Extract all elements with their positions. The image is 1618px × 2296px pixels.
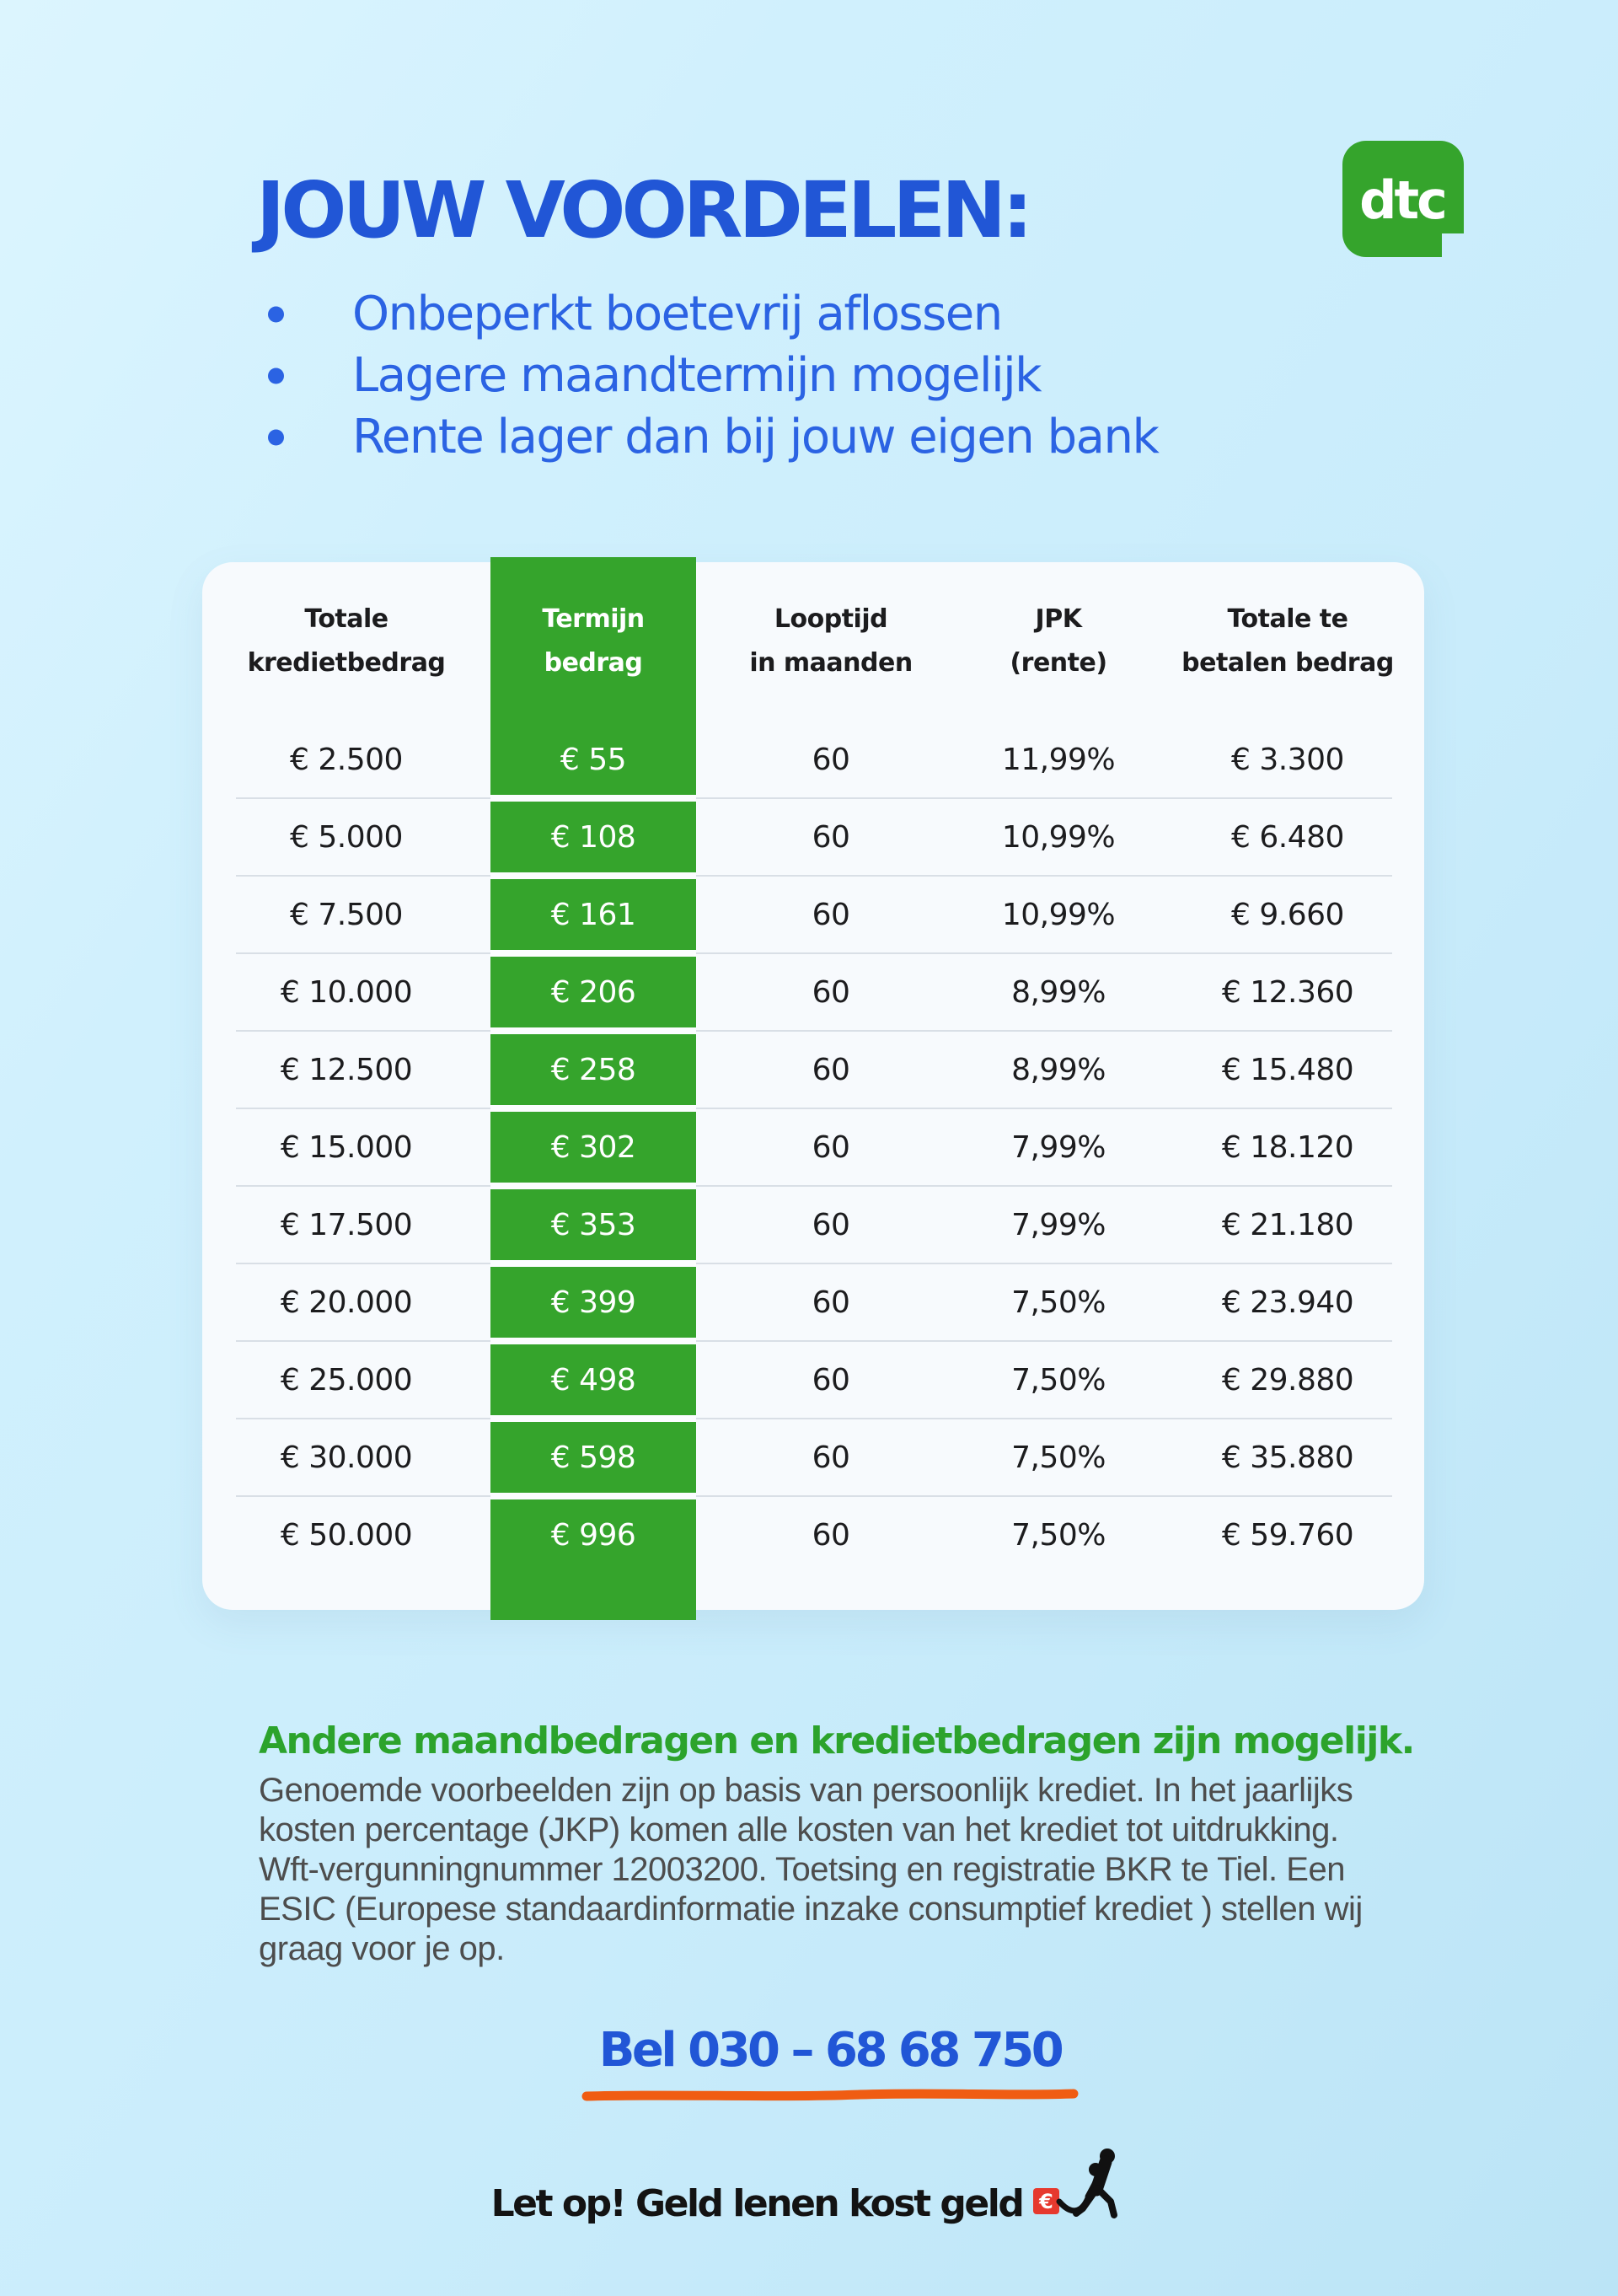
phone-number[interactable]: Bel 030 – 68 68 750 <box>598 2023 1062 2078</box>
warning-euro-glyph: € <box>1039 2190 1054 2213</box>
warning-text: Let op! Geld lenen kost geld <box>490 2182 1023 2225</box>
column-header-line: JPK <box>1035 604 1082 634</box>
table-row <box>202 1031 1424 1108</box>
table-cell: € 10.000 <box>280 974 413 1010</box>
row-separator <box>236 1495 1392 1497</box>
table-header-row <box>202 562 1424 721</box>
table-cell: € 5.000 <box>290 819 403 855</box>
table-cell: 7,50% <box>1011 1362 1106 1397</box>
table-cell: 7,50% <box>1011 1517 1106 1553</box>
cell-termijnbedrag: € 258 <box>550 1052 636 1087</box>
table-row <box>202 721 1424 798</box>
table-cell: 60 <box>812 1517 850 1553</box>
table-cell: 10,99% <box>1001 897 1116 932</box>
table-cell: 60 <box>812 974 850 1010</box>
table-cell: 11,99% <box>1001 742 1116 777</box>
table-cell: € 2.500 <box>290 742 403 777</box>
cell-termijnbedrag: € 206 <box>550 974 636 1010</box>
table-row <box>202 1419 1424 1496</box>
row-separator <box>236 1340 1392 1342</box>
table-cell: 7,50% <box>1011 1440 1106 1475</box>
table-cell: € 50.000 <box>280 1517 413 1553</box>
benefit-text: Rente lager dan bij jouw eigen bank <box>352 410 1159 464</box>
table-cell: € 9.660 <box>1231 897 1344 932</box>
column-header-line: Looptijd <box>774 604 888 634</box>
row-separator <box>236 1418 1392 1419</box>
row-separator <box>236 797 1392 799</box>
table-cell: € 3.300 <box>1231 742 1344 777</box>
column-header-line: betalen bedrag <box>1181 647 1394 678</box>
table-cell: 10,99% <box>1001 819 1116 855</box>
table-cell: € 30.000 <box>280 1440 413 1475</box>
table-row <box>202 1496 1424 1574</box>
column-header-line: Termijn <box>542 604 645 634</box>
table-cell: € 15.480 <box>1221 1052 1354 1087</box>
table-cell: € 23.940 <box>1221 1285 1354 1320</box>
bullet-dot-icon <box>268 367 284 384</box>
cell-termijnbedrag: € 161 <box>550 897 636 932</box>
table-cell: 7,99% <box>1011 1207 1106 1242</box>
orange-underline-stroke <box>581 2086 1079 2105</box>
dtc-logo-icon <box>1342 141 1464 257</box>
table-cell: € 7.500 <box>290 897 403 932</box>
dtc-logo <box>1342 141 1464 257</box>
dtc-logo-text: dtc <box>1359 169 1445 231</box>
table-row <box>202 1186 1424 1263</box>
bullet-dot-icon <box>268 429 284 445</box>
row-separator <box>236 1030 1392 1032</box>
table-row <box>202 1341 1424 1419</box>
table-cell: € 17.500 <box>280 1207 413 1242</box>
table-cell: 60 <box>812 742 850 777</box>
cell-termijnbedrag: € 55 <box>560 742 627 777</box>
table-cell: € 12.360 <box>1221 974 1354 1010</box>
cell-termijnbedrag: € 108 <box>550 819 636 855</box>
column-header-termijnbedrag <box>490 605 696 678</box>
column-header-line: in maanden <box>749 647 913 678</box>
table-cell: € 6.480 <box>1231 819 1344 855</box>
row-separator <box>236 875 1392 877</box>
benefit-text: Lagere maandtermijn mogelijk <box>352 348 1042 403</box>
table-cell: € 20.000 <box>280 1285 413 1320</box>
table-cell: 60 <box>812 819 850 855</box>
table-cell: 60 <box>812 1207 850 1242</box>
table-cell: 60 <box>812 1440 850 1475</box>
table-row <box>202 798 1424 876</box>
column-header-line: Totale <box>304 604 388 634</box>
column-header-looptijd <box>696 605 966 678</box>
table-cell: € 35.880 <box>1221 1440 1354 1475</box>
phone-cta[interactable] <box>556 2023 1104 2108</box>
table-cell: 60 <box>812 1129 850 1165</box>
table-cell: € 12.500 <box>280 1052 413 1087</box>
benefit-item <box>266 406 1158 468</box>
table-cell: 7,99% <box>1011 1129 1106 1165</box>
column-header-line: kredietbedrag <box>247 647 446 678</box>
cell-termijnbedrag: € 302 <box>550 1129 636 1165</box>
other-amounts-subheading: Andere maandbedragen en kredietbedragen zijn mogelijk. <box>259 1719 1414 1762</box>
benefit-item <box>266 345 1158 406</box>
table-row <box>202 953 1424 1031</box>
cell-termijnbedrag: € 498 <box>550 1362 636 1397</box>
table-cell: € 21.180 <box>1221 1207 1354 1242</box>
table-cell: € 59.760 <box>1221 1517 1354 1553</box>
table-cell: 8,99% <box>1011 974 1106 1010</box>
table-cell: € 29.880 <box>1221 1362 1354 1397</box>
table-body <box>202 721 1424 1574</box>
table-row <box>202 1263 1424 1341</box>
row-separator <box>236 952 1392 954</box>
cell-termijnbedrag: € 996 <box>550 1517 636 1553</box>
disclaimer-text: Genoemde voorbeelden zijn op basis van persoonlijk krediet. In het jaarlijks kosten percentage (JKP) komen alle kosten van het krediet tot uitdrukking. Wft-vergunningnummer 12003200. Toetsing en registratie BKR te Tiel. Een ESIC (Europese standaardinformatie inzake consumptief krediet ) stellen wij graag voor je op. <box>259 1772 1363 1967</box>
row-separator <box>236 1263 1392 1264</box>
column-header-line: bedrag <box>544 647 643 678</box>
row-separator <box>236 1185 1392 1187</box>
column-header-totale-te-betalen <box>1151 605 1424 678</box>
table-row <box>202 1108 1424 1186</box>
cell-termijnbedrag: € 399 <box>550 1285 636 1320</box>
table-cell: € 25.000 <box>280 1362 413 1397</box>
table-cell: 60 <box>812 1285 850 1320</box>
credit-warning <box>0 2146 1618 2232</box>
cell-termijnbedrag: € 353 <box>550 1207 636 1242</box>
table-cell: € 18.120 <box>1221 1129 1354 1165</box>
table-cell: 60 <box>812 1052 850 1087</box>
geld-lenen-kost-geld-icon <box>1032 2146 1127 2232</box>
column-header-line: Totale te <box>1227 604 1348 634</box>
table-cell: € 15.000 <box>280 1129 413 1165</box>
page-title: JOUW VOORDELEN: <box>256 165 1029 255</box>
table-cell: 7,50% <box>1011 1285 1106 1320</box>
benefit-item <box>266 283 1158 345</box>
cell-termijnbedrag: € 598 <box>550 1440 636 1475</box>
column-header-totale-kredietbedrag <box>202 605 490 678</box>
table-row <box>202 876 1424 953</box>
table-cell: 8,99% <box>1011 1052 1106 1087</box>
table-cell: 60 <box>812 897 850 932</box>
bullet-dot-icon <box>268 306 284 322</box>
row-separator <box>236 1108 1392 1109</box>
column-header-line: (rente) <box>1010 647 1107 678</box>
column-header-jpk <box>966 605 1151 678</box>
benefits-list <box>266 283 1158 468</box>
loan-rates-table <box>202 562 1424 1610</box>
benefit-text: Onbeperkt boetevrij aflossen <box>352 287 1002 341</box>
table-cell: 60 <box>812 1362 850 1397</box>
